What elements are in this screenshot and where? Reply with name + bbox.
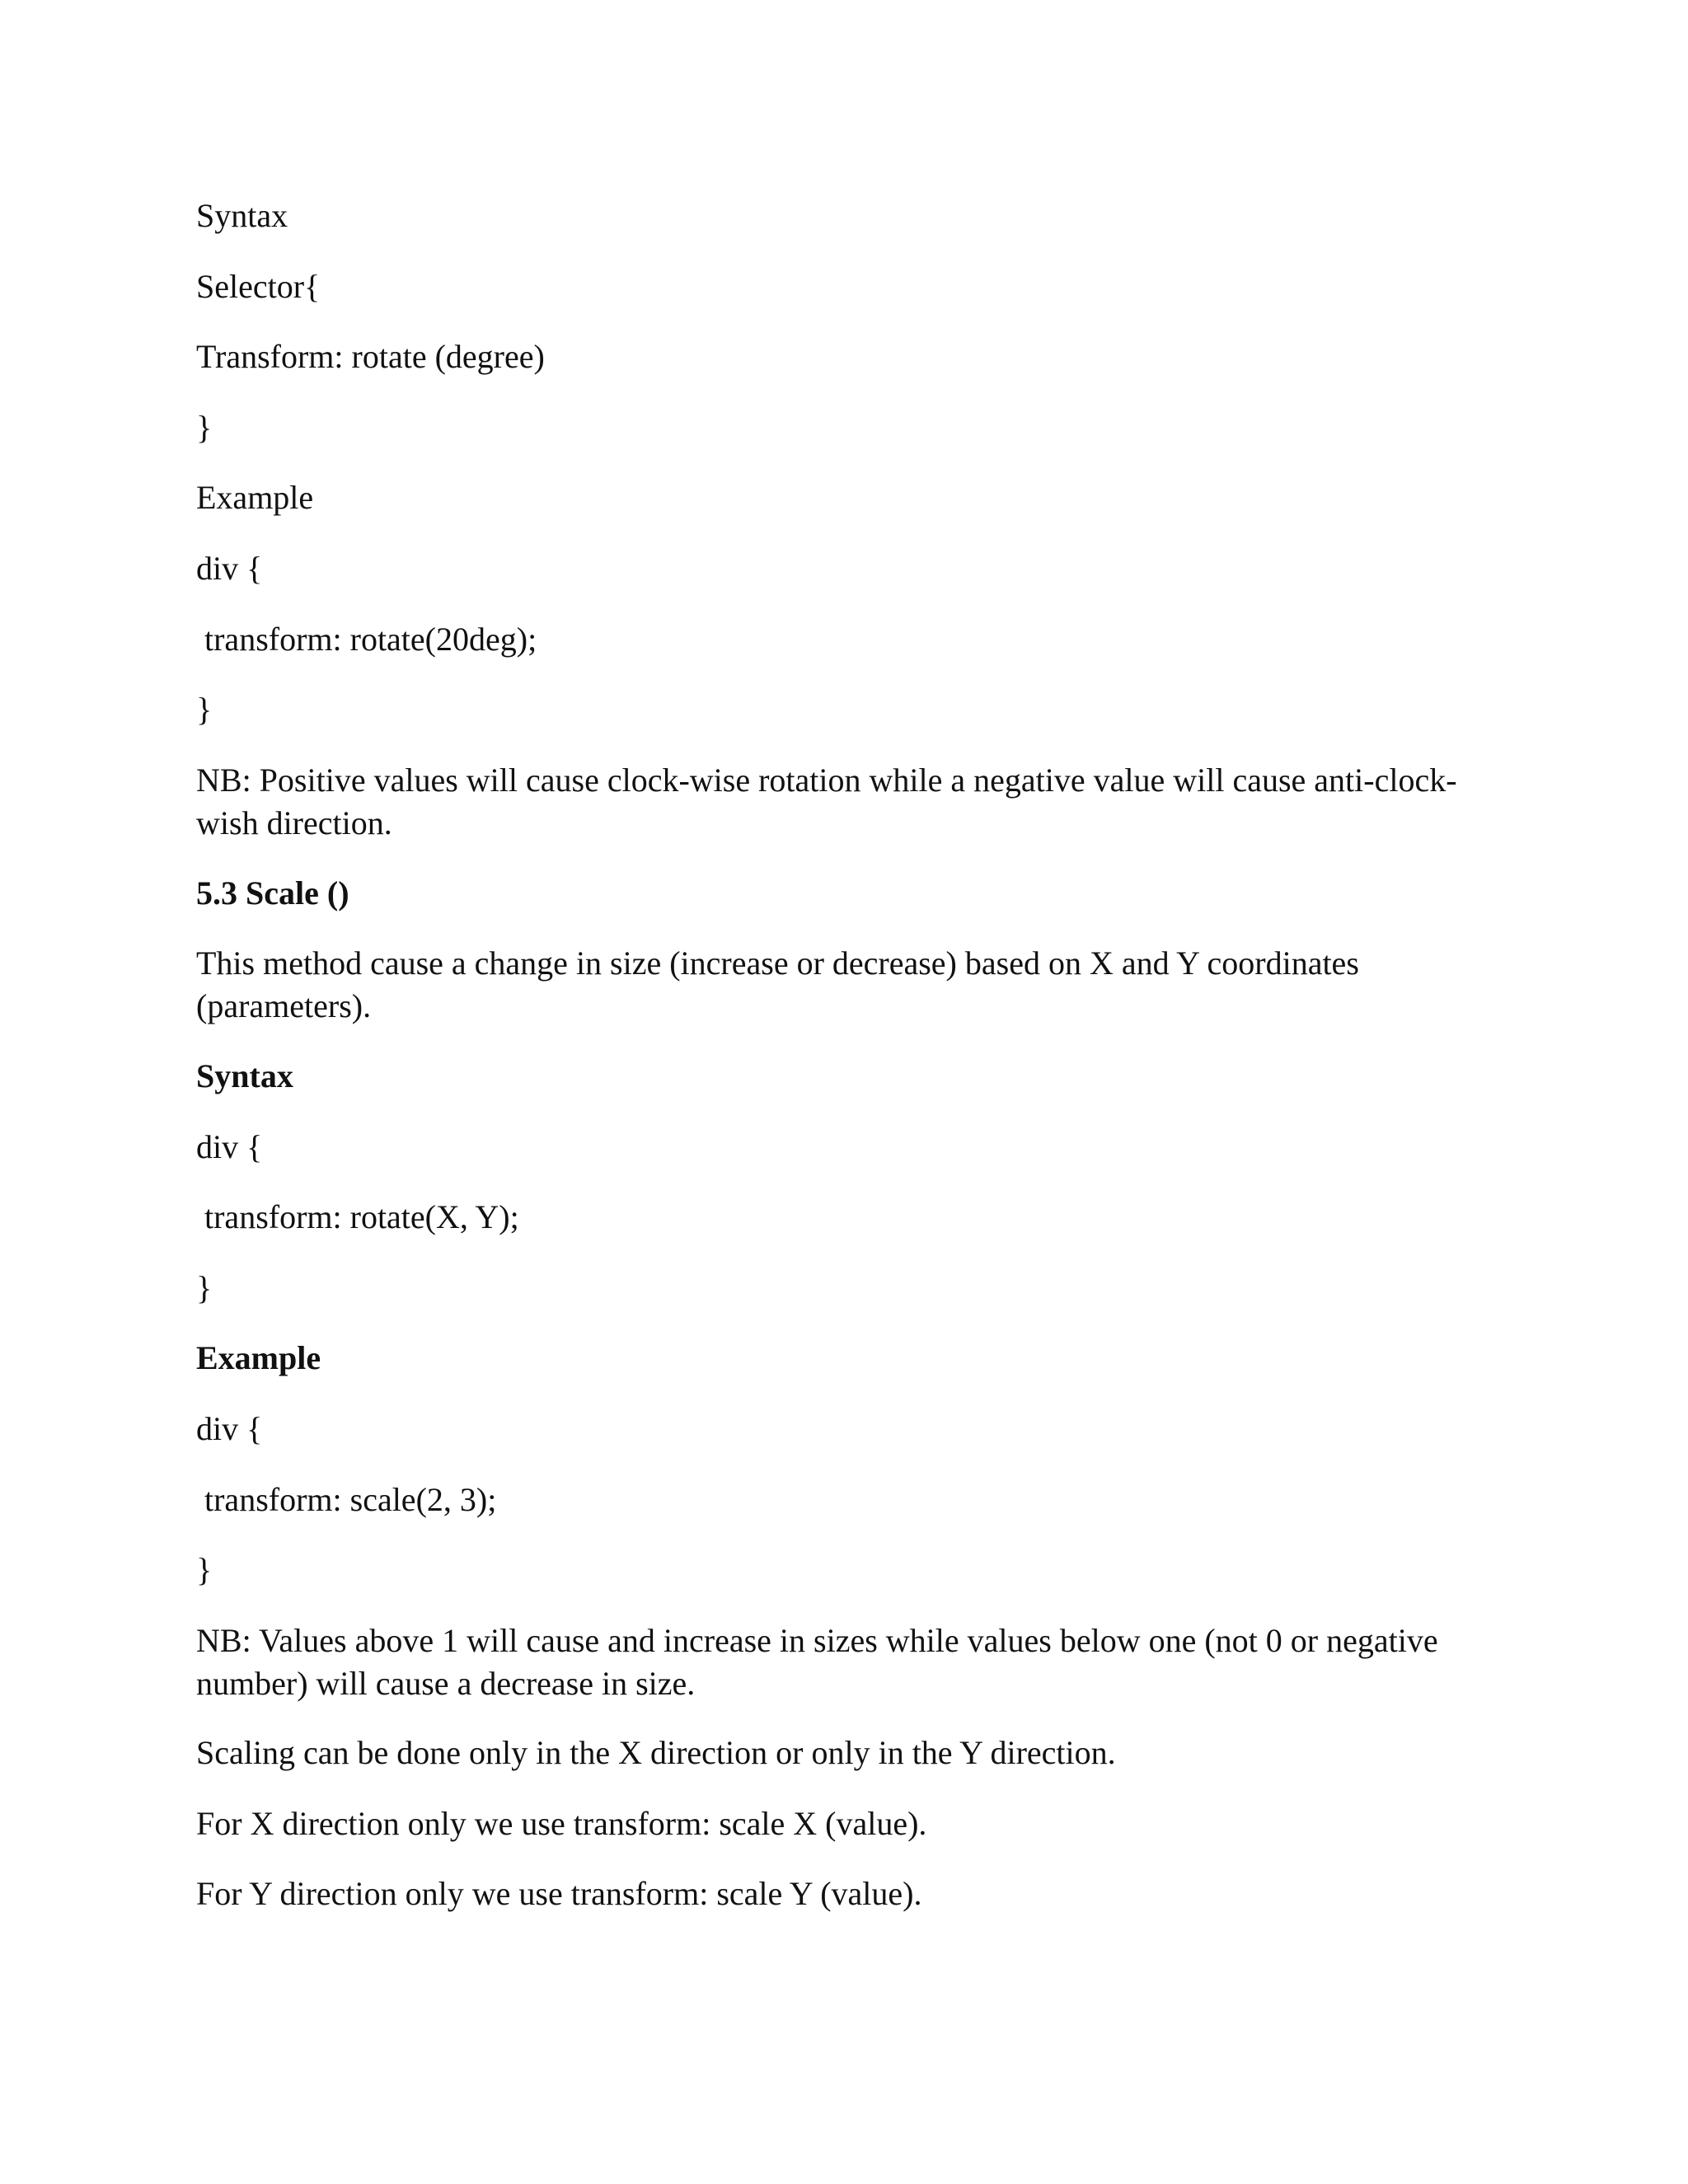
example-heading: Example — [196, 1339, 321, 1376]
transform-rotate-degree-line: Transform: rotate (degree) — [196, 338, 545, 375]
closing-brace-line: } — [196, 691, 213, 728]
div-open-line: div { — [196, 550, 263, 587]
selector-open-line: Selector{ — [196, 268, 321, 305]
scale-x-paragraph: For X direction only we use transform: scale X (value). — [196, 1805, 927, 1842]
syntax-heading: Syntax — [196, 1057, 293, 1094]
scale-note-paragraph: NB: Values above 1 will cause and increase in sizes while values below one (not 0 or negative number) will cause a decrease in size. — [196, 1622, 1438, 1702]
scale-description-paragraph: This method cause a change in size (increase or decrease) based on X and Y coordinates (parameters). — [196, 944, 1359, 1024]
rotation-note-paragraph: NB: Positive values will cause clock-wise rotation while a negative value will cause anti-clock-wish direction. — [196, 762, 1457, 841]
closing-brace-line: } — [196, 1269, 213, 1306]
closing-brace-line: } — [196, 409, 213, 446]
closing-brace-line: } — [196, 1551, 213, 1588]
scale-y-paragraph: For Y direction only we use transform: scale Y (value). — [196, 1875, 922, 1912]
section-heading-scale: 5.3 Scale () — [196, 874, 349, 912]
div-open-line: div { — [196, 1128, 263, 1165]
transform-rotate-20deg-line: transform: rotate(20deg); — [204, 621, 537, 658]
syntax-label: Syntax — [196, 197, 288, 234]
example-label: Example — [196, 479, 314, 516]
transform-rotate-xy-line: transform: rotate(X, Y); — [204, 1198, 519, 1235]
transform-scale-line: transform: scale(2, 3); — [204, 1481, 497, 1518]
div-open-line: div { — [196, 1410, 263, 1447]
scaling-direction-paragraph: Scaling can be done only in the X direction or only in the Y direction. — [196, 1734, 1116, 1771]
